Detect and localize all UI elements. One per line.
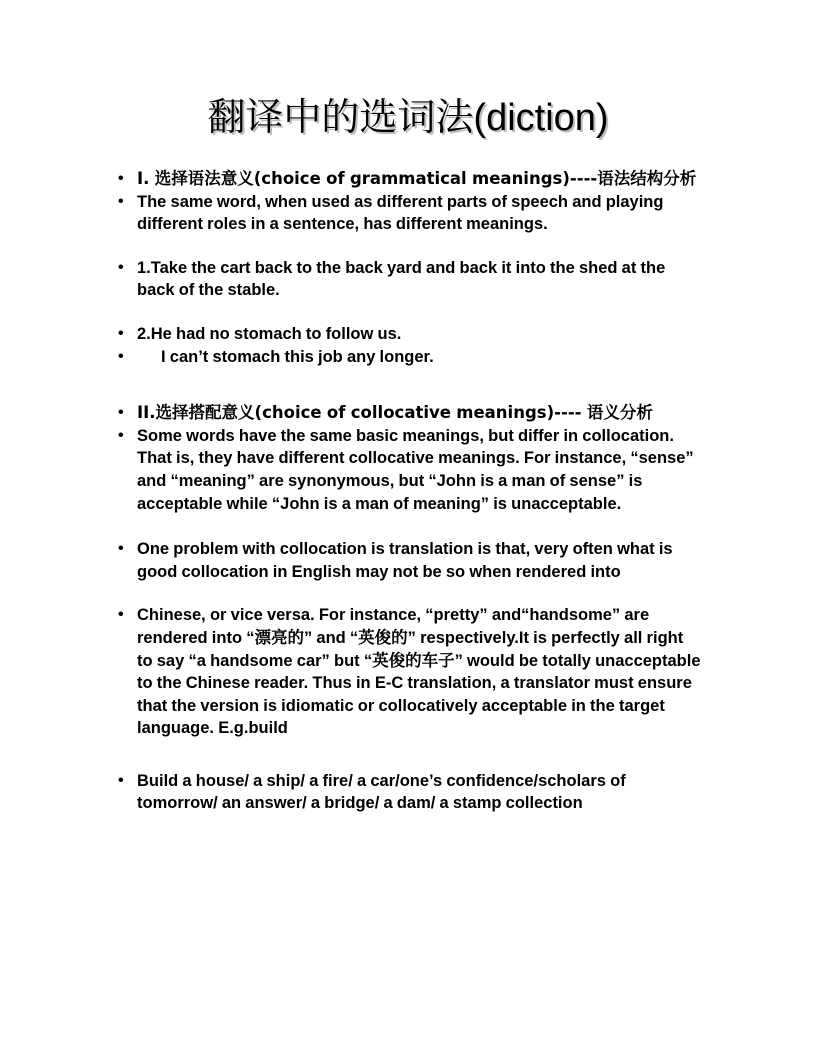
bullet-text: Build a house/ a ship/ a fire/ a car/one’s confidence/scholars of tomorrow/ an answer/ a bridge/ a dam/ a stamp collection	[137, 771, 626, 813]
bullet-item-example-2-stomach-a	[118, 323, 702, 346]
bullet-text: Some words have the same basic meanings, but differ in collocation. That is, they have different collocative meanings. For instance, “sense” and “meaning” are synonymous, but “John is a man of sense” is acceptable while “John is a man of meaning” is unacceptable.	[137, 426, 694, 513]
bullet-text: Chinese, or vice versa. For instance, “pretty” and“handsome” are rendered into “漂亮的” and “英俊的” respectively.It is perfectly all right to say “a handsome car” but “英俊的车子” would be totally unacceptable to the Chinese reader. Thus in E-C translation, a translator must ensure that the version is idiomatic or collocatively acceptable in the target language. E.g.build	[137, 606, 701, 738]
bullet-text: The same word, when used as different parts of speech and playing different roles in a sentence, has different meanings.	[137, 192, 664, 234]
bullet-point-icon: •	[118, 404, 124, 422]
bullet-point-icon: •	[118, 771, 124, 789]
bullet-text: 2.He had no stomach to follow us.	[137, 324, 402, 343]
bullet-item-section-1-heading	[118, 168, 702, 191]
bullet-text: I. 选择语法意义(choice of grammatical meanings)----语法结构分析	[137, 169, 697, 188]
bullet-item-example-1-cart	[118, 257, 702, 302]
page-title: 翻译中的选词法(diction)	[207, 97, 609, 139]
bullet-point-icon: •	[118, 192, 124, 210]
bullet-item-collocation-example-chinese	[118, 604, 702, 740]
bullet-point-icon: •	[118, 347, 124, 365]
bullet-point-icon: •	[118, 258, 124, 276]
bullet-text: II.选择搭配意义(choice of collocative meanings)---- 语义分析	[137, 403, 653, 423]
bullet-point-icon: •	[118, 170, 124, 187]
bullet-text: One problem with collocation is translation is that, very often what is good collocation in English may not be so when rendered into	[137, 540, 673, 581]
bullet-item-collocation-definition	[118, 425, 702, 515]
bullet-point-icon: •	[118, 540, 124, 558]
bullet-point-icon: •	[118, 606, 124, 624]
bullet-item-build-collocations	[118, 770, 702, 815]
bullet-point-icon: •	[118, 324, 124, 342]
bullet-text: 1.Take the cart back to the back yard and back it into the shed at the back of the stable.	[137, 258, 666, 300]
bullet-item-collocation-problem	[118, 538, 702, 583]
bullet-item-section-2-heading	[118, 402, 702, 425]
bullet-point-icon: •	[118, 426, 124, 444]
bullet-item-same-word-note	[118, 191, 702, 236]
slide-body	[118, 168, 702, 815]
bullet-text: I can’t stomach this job any longer.	[161, 347, 434, 366]
bullet-item-example-2-stomach-b	[118, 346, 702, 369]
